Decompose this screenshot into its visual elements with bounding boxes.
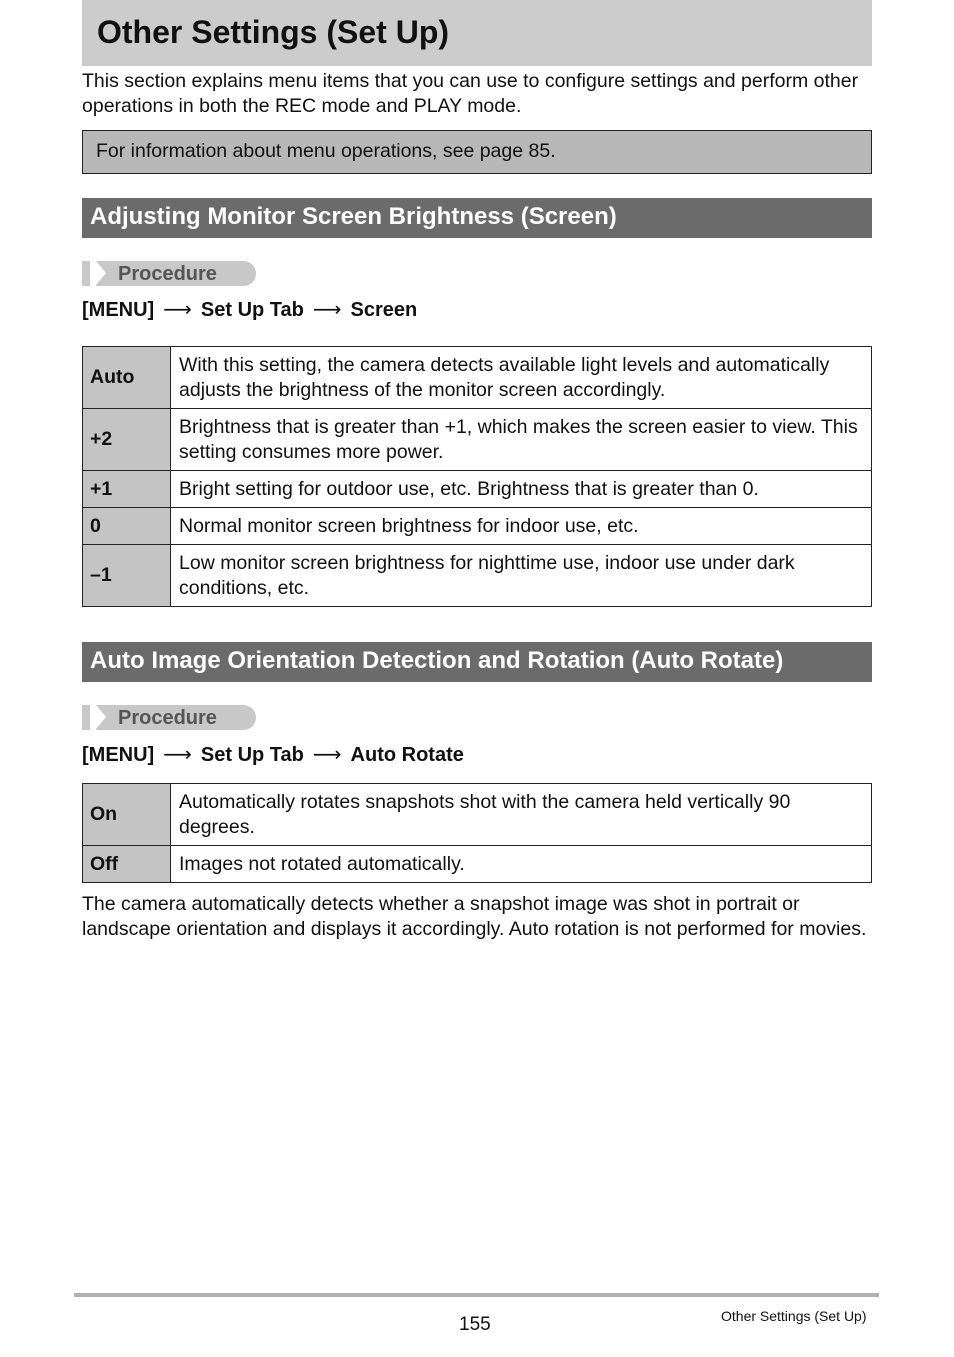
arrow-right-icon: ⟶ bbox=[163, 299, 192, 321]
info-note-text: For information about menu operations, see page 85. bbox=[96, 140, 556, 162]
option-key: Auto bbox=[83, 347, 171, 409]
arrow-right-icon: ⟶ bbox=[312, 299, 342, 321]
intro-paragraph: This section explains menu items that you can use to configure settings and perform other operations in both the REC mode and PLAY mode. bbox=[82, 70, 859, 117]
arrow-right-icon: ⟶ bbox=[312, 744, 342, 766]
page-title-bar bbox=[82, 0, 872, 66]
table-row bbox=[83, 545, 872, 607]
menu-path-screen bbox=[82, 297, 417, 322]
menu-path-step: Auto Rotate bbox=[350, 744, 464, 766]
table-row bbox=[83, 471, 872, 508]
table-row bbox=[83, 784, 872, 846]
menu-path-step: Set Up Tab bbox=[200, 744, 304, 766]
option-key: +2 bbox=[83, 409, 171, 471]
table-row bbox=[83, 409, 872, 471]
screen-options-table bbox=[82, 346, 872, 607]
outro-paragraph: The camera automatically detects whether a snapshot image was shot in portrait or landscape orientation and displays it accordingly. Auto rotation is not performed for movies. bbox=[82, 893, 867, 940]
option-description: With this setting, the camera detects available light levels and automatically adjusts the brightness of the monitor screen accordingly. bbox=[171, 347, 872, 409]
arrow-right-icon: ⟶ bbox=[163, 744, 192, 766]
option-key: Off bbox=[83, 846, 171, 883]
footer-section-title: Other Settings (Set Up) bbox=[721, 1308, 867, 1324]
procedure-badge bbox=[82, 705, 257, 730]
option-description: Low monitor screen brightness for nighttime use, indoor use under dark conditions, etc. bbox=[171, 545, 872, 607]
procedure-badge bbox=[82, 261, 257, 286]
option-key: +1 bbox=[83, 471, 171, 508]
procedure-label: Procedure bbox=[118, 707, 217, 729]
table-row bbox=[83, 347, 872, 409]
option-key: –1 bbox=[83, 545, 171, 607]
page-title: Other Settings (Set Up) bbox=[97, 14, 450, 50]
section-heading-bar-auto-rotate bbox=[82, 642, 872, 682]
menu-path-step: [MENU] bbox=[82, 299, 155, 321]
option-description: Normal monitor screen brightness for indoor use, etc. bbox=[171, 508, 872, 545]
info-note-box bbox=[82, 130, 872, 174]
page-number: 155 bbox=[459, 1314, 491, 1335]
menu-path-step: Set Up Tab bbox=[200, 299, 304, 321]
footer-divider bbox=[74, 1293, 879, 1297]
option-description: Brightness that is greater than +1, which makes the screen easier to view. This setting consumes more power. bbox=[171, 409, 872, 471]
section-heading-screen: Adjusting Monitor Screen Brightness (Screen) bbox=[90, 203, 617, 230]
option-key: 0 bbox=[83, 508, 171, 545]
option-description: Images not rotated automatically. bbox=[171, 846, 872, 883]
section-heading-auto-rotate: Auto Image Orientation Detection and Rotation (Auto Rotate) bbox=[90, 647, 784, 674]
table-row bbox=[83, 508, 872, 545]
menu-path-step: [MENU] bbox=[82, 744, 155, 766]
procedure-label: Procedure bbox=[118, 263, 217, 285]
menu-path-auto-rotate bbox=[82, 742, 464, 767]
option-key: On bbox=[83, 784, 171, 846]
section-heading-bar-screen bbox=[82, 198, 872, 238]
option-description: Automatically rotates snapshots shot with the camera held vertically 90 degrees. bbox=[171, 784, 872, 846]
auto-rotate-options-table bbox=[82, 783, 872, 883]
menu-path-step: Screen bbox=[350, 299, 418, 321]
table-row bbox=[83, 846, 872, 883]
option-description: Bright setting for outdoor use, etc. Brightness that is greater than 0. bbox=[171, 471, 872, 508]
